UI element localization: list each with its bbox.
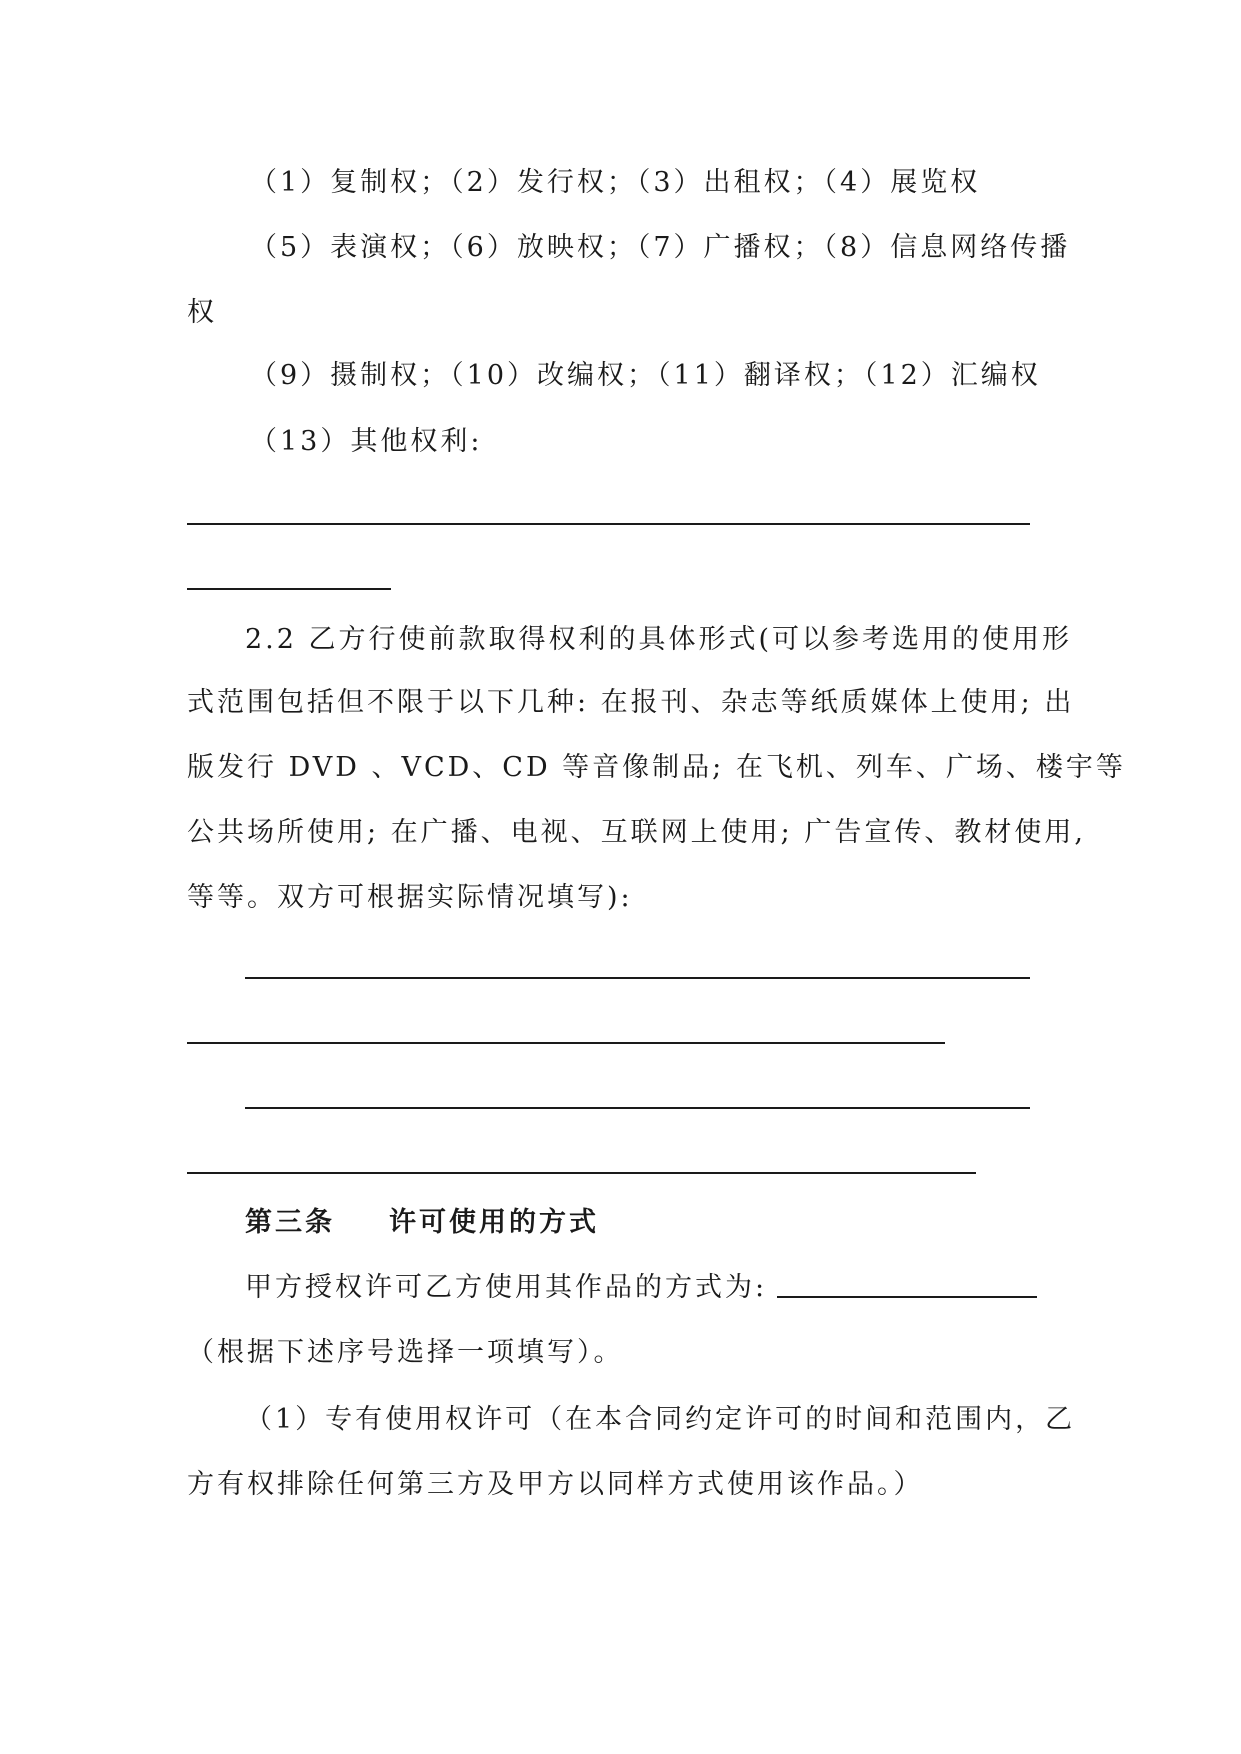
- fill-line-other-rights-1[interactable]: [187, 523, 1030, 525]
- fill-line-usage-3[interactable]: [245, 1107, 1030, 1109]
- article-3-title: 许可使用的方式: [389, 1207, 599, 1238]
- rights-line-4: （13）其他权利:: [250, 426, 483, 457]
- article-3-item-1-line-1: （1）专有使用权许可（在本合同约定许可的时间和范围内，乙: [245, 1404, 1076, 1435]
- clause-2-2-line-2: 式范围包括但不限于以下几种: 在报刊、杂志等纸质媒体上使用; 出: [187, 687, 1075, 718]
- clause-2-2-line-1: 2.2 乙方行使前款取得权利的具体形式(可以参考选用的使用形: [245, 624, 1073, 655]
- clause-2-2-line-4: 公共场所使用; 在广播、电视、互联网上使用; 广告宣传、教材使用,: [187, 817, 1086, 848]
- rights-line-2-continued: 权: [187, 297, 217, 328]
- article-3-line-1-text: 甲方授权许可乙方使用其作品的方式为:: [245, 1272, 768, 1303]
- article-3-heading: [245, 1205, 599, 1241]
- rights-line-1: （1）复制权；（2）发行权；（3）出租权；（4）展览权: [250, 167, 981, 198]
- fill-line-usage-4[interactable]: [187, 1172, 976, 1174]
- clause-2-2-line-5: 等等。双方可根据实际情况填写):: [187, 882, 633, 913]
- rights-line-2: （5）表演权；（6）放映权；（7）广播权；（8）信息网络传播: [250, 232, 1071, 263]
- article-3-line-2: （根据下述序号选择一项填写）。: [187, 1337, 624, 1368]
- usage-method-blank[interactable]: [777, 1272, 1037, 1298]
- fill-line-usage-2[interactable]: [187, 1042, 945, 1044]
- rights-line-3: （9）摄制权；（10）改编权；（11）翻译权；（12）汇编权: [250, 360, 1041, 391]
- clause-2-2-line-3: 版发行 DVD 、VCD、CD 等音像制品; 在飞机、列车、广场、楼宇等: [187, 752, 1126, 783]
- article-3-line-1: [245, 1270, 1037, 1306]
- fill-line-usage-1[interactable]: [245, 977, 1030, 979]
- article-3-number: 第三条: [245, 1207, 335, 1238]
- fill-line-other-rights-2[interactable]: [187, 588, 391, 590]
- article-3-item-1-line-2: 方有权排除任何第三方及甲方以同样方式使用该作品。）: [187, 1469, 924, 1500]
